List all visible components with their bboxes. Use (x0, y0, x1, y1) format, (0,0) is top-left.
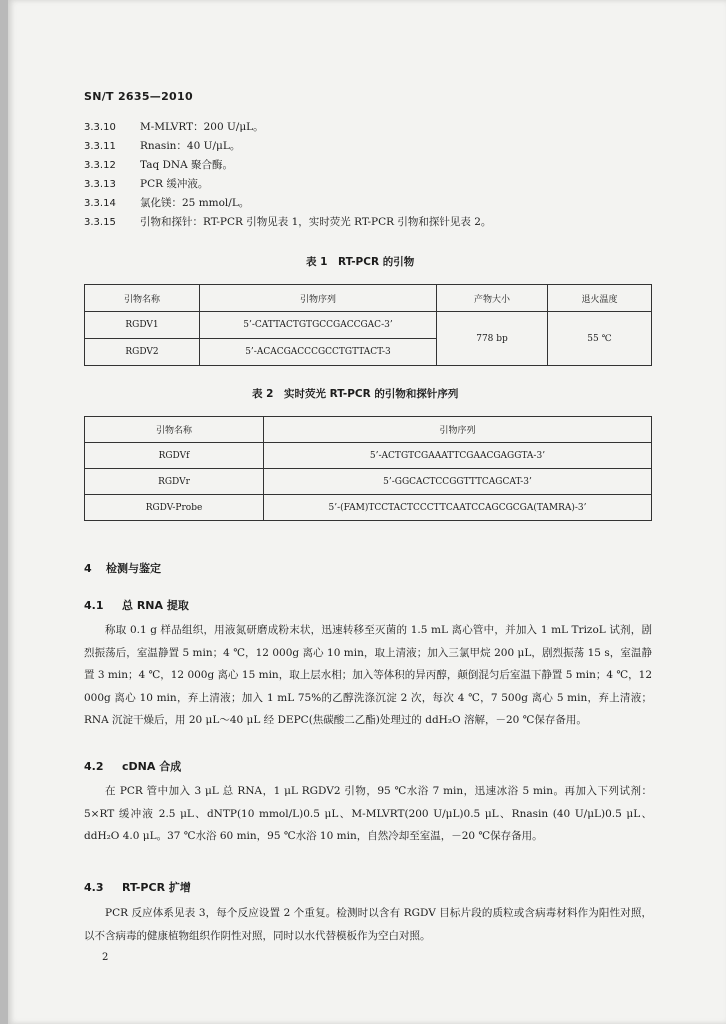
item-text: 引物和探针：RT-PCR 引物见表 1，实时荧光 RT-PCR 引物和探针见表 2。 (140, 216, 492, 228)
item-number: 3.3.11 (84, 141, 116, 152)
list-item (84, 137, 491, 156)
primer-name: RGDV1 (85, 312, 200, 339)
item-number: 3.3.15 (84, 217, 116, 228)
item-number: 3.3.10 (84, 122, 116, 133)
table1-header-sequence: 引物序列 (200, 285, 437, 312)
section-title: 总 RNA 提取 (122, 599, 189, 612)
table1-caption: 表 1 RT-PCR 的引物 (306, 256, 415, 268)
table2-header-sequence: 引物序列 (264, 417, 652, 443)
list-item (84, 175, 491, 194)
page-number: 2 (102, 952, 109, 963)
primer-name: RGDV-Probe (85, 495, 264, 521)
item-text: M-MLVRT：200 U/μL。 (140, 121, 264, 133)
table2-header-name: 引物名称 (85, 417, 264, 443)
item-number: 3.3.12 (84, 160, 116, 171)
table1-header-annealing-temp: 退火温度 (548, 285, 652, 312)
item-number: 3.3.13 (84, 179, 116, 190)
item-number: 3.3.14 (84, 198, 116, 209)
primer-sequence: 5’-CATTACTGTGCCGACCGAC-3’ (200, 312, 437, 339)
table2-realtime-primers-probes (84, 416, 652, 521)
primer-name: RGDVf (85, 443, 264, 469)
table-row (85, 312, 652, 339)
section-title: 检测与鉴定 (106, 562, 161, 575)
table-row (85, 469, 652, 495)
primer-sequence: 5’-GGCACTCCGGTTTCAGCAT-3’ (264, 469, 652, 495)
item-text: 氯化镁：25 mmol/L。 (140, 197, 250, 209)
table1-header-name: 引物名称 (85, 285, 200, 312)
section-4-2-body: 在 PCR 管中加入 3 μL 总 RNA，1 μL RGDV2 引物，95 ℃水浴 7 min，迅速冰浴 5 min。再加入下列试剂：5×RT 缓冲液 2.5 μL、dNTP(10 mmol/L)0.5 μL、M-MLVRT(200 U/μL)0.5 μL、Rnasin (40 U/μL)0.5 μL、ddH₂O 4.0 μL。37 ℃水浴 60 min，95 ℃水浴 10 min，自然冷却至室温，－20 ℃保存备用。 (84, 785, 652, 842)
section-4-1-body: 称取 0.1 g 样品组织，用液氮研磨成粉末状，迅速转移至灭菌的 1.5 mL 离心管中，并加入 1 mL TrizoL 试剂，剧烈振荡后，室温静置 5 min；4 ℃，12 000g 离心 10 min，取上清液；加入三氯甲烷 200 μL，剧烈振荡 15 s，室温静置 3 min；4 ℃，12 000g 离心 15 min，取上层水相；加入等体积的异丙醇，颠倒混匀后室温下静置 5 min；4 ℃，12 000g 离心 10 min，弃上清液；加入 1 mL 75%的乙醇洗涤沉淀 2 次，每次 4 ℃，7 500g 离心 5 min，弃上清液；RNA 沉淀干燥后，用 20 μL～40 μL 经 DEPC(焦碳酸二乙酯)处理过的 ddH₂O 溶解，－20 ℃保存备用。 (84, 624, 652, 726)
primer-name: RGDVr (85, 469, 264, 495)
table1-header-product-size: 产物大小 (437, 285, 548, 312)
annealing-temp: 55 ℃ (548, 312, 652, 366)
section-number: 4 (84, 562, 92, 575)
table-row (85, 443, 652, 469)
product-size: 778 bp (437, 312, 548, 366)
section-heading-4-1 (84, 597, 189, 613)
section-number: 4.3 (84, 881, 104, 894)
list-item (84, 118, 491, 137)
list-item (84, 213, 491, 232)
document-page (8, 0, 726, 1024)
list-item (84, 156, 491, 175)
section-title: cDNA 合成 (122, 760, 182, 773)
section-number: 4.2 (84, 760, 104, 773)
section-title: RT-PCR 扩增 (122, 881, 191, 894)
primer-sequence: 5’-(FAM)TCCTACTCCCTTCAATCCAGCGCGA(TAMRA)-3’ (264, 495, 652, 521)
list-item (84, 194, 491, 213)
section-heading-4-2 (84, 758, 181, 774)
item-text: PCR 缓冲液。 (140, 178, 209, 190)
section-heading-4-3 (84, 879, 191, 895)
item-text: Rnasin：40 U/μL。 (140, 140, 241, 152)
standard-code: SN/T 2635—2010 (84, 90, 193, 103)
primer-sequence: 5’-ACTGTCGAAATTCGAACGAGGTA-3’ (264, 443, 652, 469)
primer-sequence: 5’-ACACGACCCGCCTGTTACT-3 (200, 339, 437, 366)
table-row (85, 495, 652, 521)
table1-rt-pcr-primers (84, 284, 652, 366)
section-4-3-body: PCR 反应体系见表 3，每个反应设置 2 个重复。检测时以含有 RGDV 目标片段的质粒或含病毒材料作为阳性对照，以不含病毒的健康植物组织作阴性对照，同时以水代替模板作为空白对照。 (84, 907, 652, 942)
primer-name: RGDV2 (85, 339, 200, 366)
section-heading-4 (84, 560, 161, 576)
reagent-list (84, 118, 491, 232)
table2-caption: 表 2 实时荧光 RT-PCR 的引物和探针序列 (252, 388, 459, 400)
section-number: 4.1 (84, 599, 104, 612)
item-text: Taq DNA 聚合酶。 (140, 159, 234, 171)
